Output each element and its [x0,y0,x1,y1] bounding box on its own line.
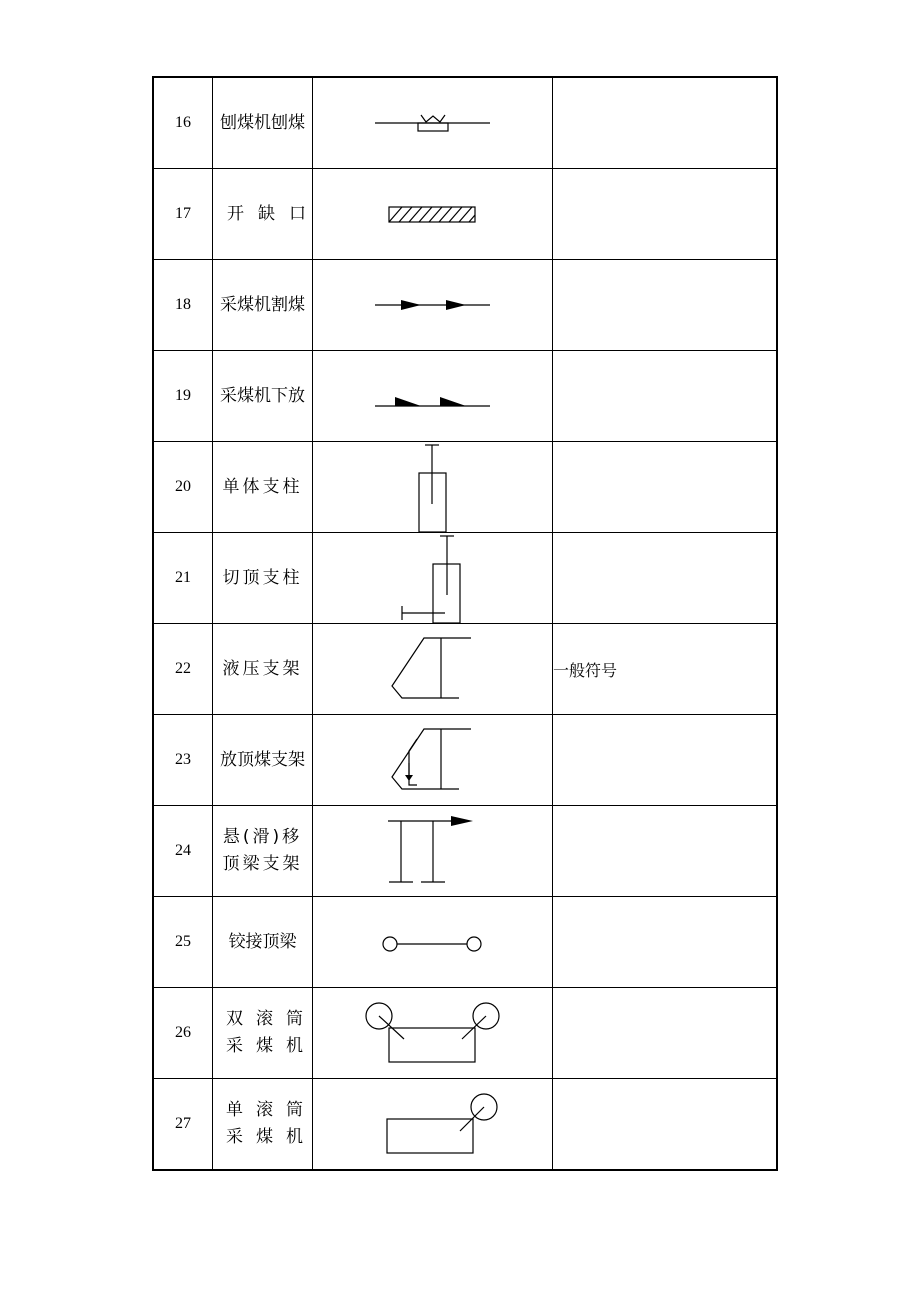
note-cell [553,351,778,442]
row-number: 17 [153,169,213,260]
hinged-roof-beam-icon [313,897,552,987]
symbol-cell [313,442,553,533]
table-row [153,624,777,715]
row-number: 16 [153,77,213,169]
row-number: 18 [153,260,213,351]
table-row [153,77,777,169]
plough-cutting-icon [313,78,552,168]
symbol-name: 铰接顶梁 [213,897,313,988]
row-number: 19 [153,351,213,442]
top-coal-caving-support-icon [313,715,552,805]
table-row [153,715,777,806]
note-cell [553,169,778,260]
symbol-name: 双滚筒 采煤机 [213,988,313,1079]
symbol-name: 切顶支柱 [213,533,313,624]
symbol-name: 开缺口 [213,169,313,260]
symbol-name: 液压支架 [213,624,313,715]
note-cell [553,1079,778,1171]
shearer-lowering-wedges-icon [313,351,552,441]
table-row [153,351,777,442]
symbol-cell [313,533,553,624]
symbol-name: 放顶煤支架 [213,715,313,806]
table-row [153,988,777,1079]
table-row [153,442,777,533]
table-row [153,533,777,624]
table-row [153,806,777,897]
symbol-cell [313,988,553,1079]
row-number: 23 [153,715,213,806]
note-cell [553,897,778,988]
symbol-name: 刨煤机刨煤 [213,77,313,169]
table-row [153,1079,777,1171]
table-row [153,169,777,260]
table-row [153,260,777,351]
symbol-cell [313,1079,553,1171]
shearer-cutting-arrows-icon [313,260,552,350]
sliding-beam-support-icon [313,806,552,896]
symbol-cell [313,77,553,169]
row-number: 27 [153,1079,213,1171]
note-cell [553,806,778,897]
symbol-cell [313,169,553,260]
symbol-cell [313,351,553,442]
row-number: 25 [153,897,213,988]
row-number: 22 [153,624,213,715]
hydraulic-support-icon [313,624,552,714]
row-number: 24 [153,806,213,897]
single-drum-shearer-icon [313,1079,552,1169]
row-number: 20 [153,442,213,533]
note-cell: 一般符号 [553,624,778,715]
symbol-cell [313,624,553,715]
symbol-table [152,76,778,1171]
note-cell [553,988,778,1079]
row-number: 21 [153,533,213,624]
symbol-name: 悬(滑)移 顶梁支架 [213,806,313,897]
symbol-name: 采煤机割煤 [213,260,313,351]
hatched-notch-icon [313,169,552,259]
symbol-cell [313,806,553,897]
note-cell [553,533,778,624]
symbol-cell [313,260,553,351]
table-row [153,897,777,988]
note-cell [553,260,778,351]
symbol-name: 采煤机下放 [213,351,313,442]
symbol-name: 单体支柱 [213,442,313,533]
roof-cutting-prop-icon [313,533,552,623]
symbol-cell [313,897,553,988]
note-cell [553,442,778,533]
symbol-cell [313,715,553,806]
row-number: 26 [153,988,213,1079]
double-drum-shearer-icon [313,988,552,1078]
single-prop-icon [313,442,552,532]
symbol-name: 单滚筒 采煤机 [213,1079,313,1171]
note-cell [553,77,778,169]
note-cell [553,715,778,806]
